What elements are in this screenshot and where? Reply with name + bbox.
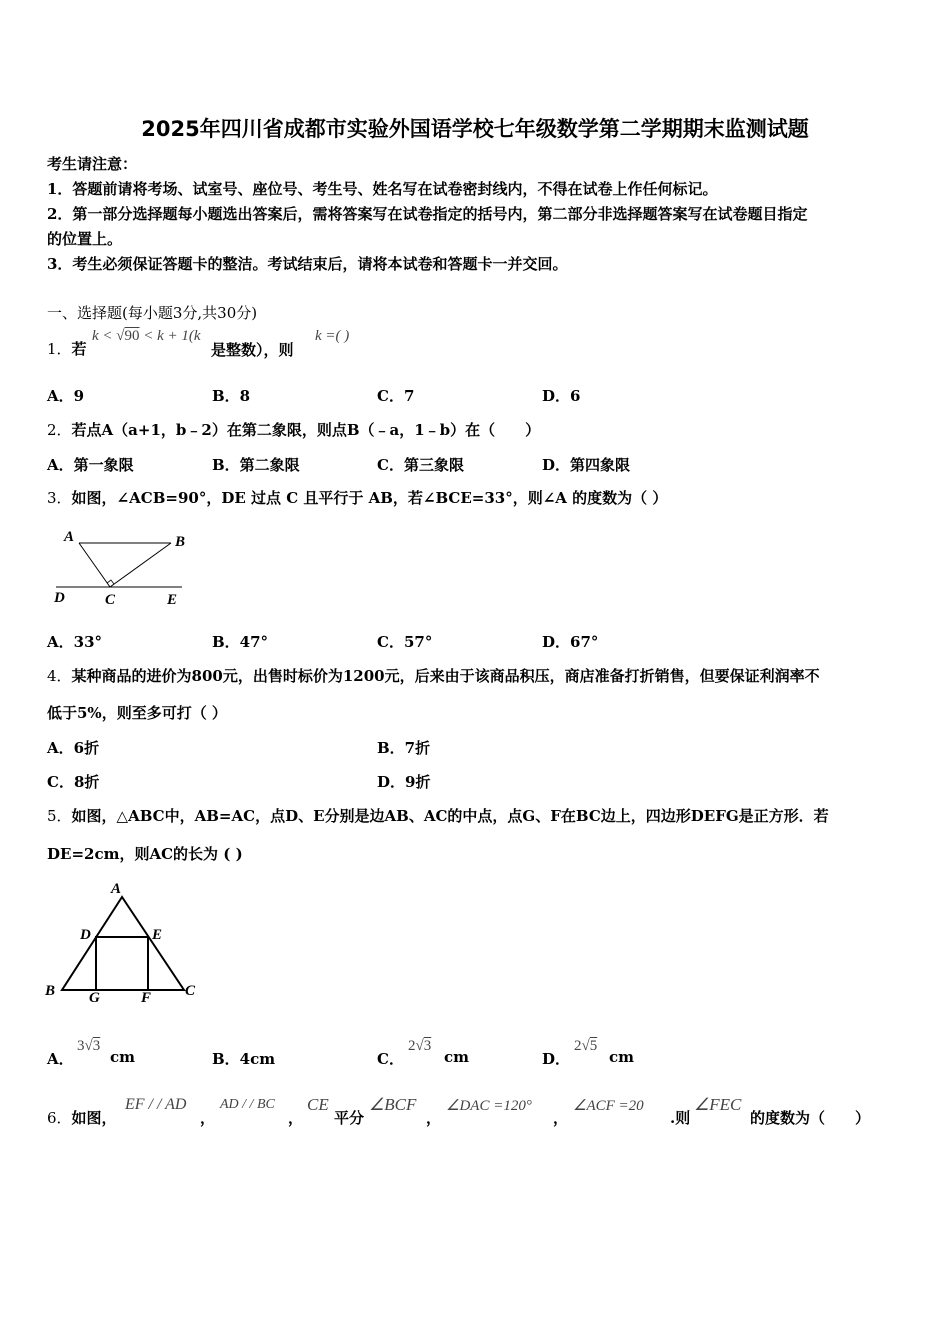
section-heading: 一、选择题(每小题3分,共30分) xyxy=(47,304,258,322)
q5-option-d-unit: cm xyxy=(609,1048,635,1066)
q6-math-3: CE xyxy=(307,1095,329,1114)
radicand: 5 xyxy=(589,1038,598,1054)
q5-figure xyxy=(42,876,207,1006)
q5-option-a-value: 3√3 xyxy=(77,1038,101,1054)
q1-math-c: < k + 1(k xyxy=(143,328,201,344)
question-2 xyxy=(47,419,540,440)
q1-answer-blank: k =( ) xyxy=(315,328,350,344)
label-a: A xyxy=(64,529,75,545)
q2-option-a: A．第一象限 xyxy=(47,456,134,474)
question-4 xyxy=(47,665,820,686)
q3-figure xyxy=(50,524,200,610)
q6-math-4: ∠BCF xyxy=(369,1095,417,1114)
question-number: 4． xyxy=(47,667,72,685)
q3-option-b: B．47° xyxy=(212,633,269,651)
label-d: D xyxy=(80,927,91,943)
radicand: 3 xyxy=(92,1038,101,1054)
q5-stem: 如图，△ABC中，AB=AC，点D、E分别是边AB、AC的中点，点G、F在BC边上，四边形DEFG是正方形．若 xyxy=(71,807,829,825)
q5-option-c-label: C． xyxy=(377,1050,404,1068)
question-number: 5． xyxy=(47,807,72,825)
q1-mid-text: 是整数），则 xyxy=(211,341,294,359)
q3-option-d: D．67° xyxy=(542,633,599,651)
notice-heading: 考生请注意： xyxy=(47,155,138,173)
square-defg xyxy=(96,937,148,990)
label-b: B xyxy=(175,534,186,550)
question-5 xyxy=(47,805,829,826)
q1-option-b: B．8 xyxy=(212,387,251,405)
page-title: 2025年四川省成都市实验外国语学校七年级数学第二学期期末监测试题 xyxy=(141,117,809,141)
label-e: E xyxy=(167,592,178,608)
segment-bc xyxy=(110,543,171,587)
q6-math-7: ∠FEC xyxy=(694,1095,742,1114)
coef: 2 xyxy=(574,1038,582,1054)
question-3 xyxy=(47,487,667,508)
label-b: B xyxy=(45,983,56,999)
q6-math-2: AD / / BC xyxy=(220,1097,275,1112)
q6-math-6: ∠ACF =20 xyxy=(573,1098,644,1114)
label-d: D xyxy=(54,590,65,606)
q1-pre: 若 xyxy=(71,340,87,358)
coef: 3 xyxy=(77,1038,85,1054)
label-e: E xyxy=(152,927,163,943)
notice-item-2: 2．第一部分选择题每小题选出答案后，需将答案写在试卷指定的括号内，第二部分非选择题答案写在试卷题目指定 xyxy=(47,205,808,223)
q6-comma-5: ， xyxy=(553,1109,569,1127)
question-number: 3． xyxy=(47,489,72,507)
q6-math-1: EF / / AD xyxy=(125,1096,187,1113)
coef: 2 xyxy=(408,1038,416,1054)
question-number: 2． xyxy=(47,421,72,439)
q3-option-a: A．33° xyxy=(47,633,103,651)
triangle-abc xyxy=(62,897,184,990)
radicand: 3 xyxy=(423,1038,432,1054)
label-a: A xyxy=(111,881,122,897)
q2-option-d: D．第四象限 xyxy=(542,456,631,474)
question-number: 6． xyxy=(47,1109,72,1127)
q6-math-5: ∠DAC =120° xyxy=(446,1098,532,1114)
q6-comma-1: ， xyxy=(200,1109,216,1127)
q1-math-a: k < xyxy=(92,328,113,344)
q5-option-c-value: 2√3 xyxy=(408,1038,432,1054)
q5-option-c-unit: cm xyxy=(444,1048,470,1066)
q5-option-d-value: 2√5 xyxy=(574,1038,598,1054)
q2-option-c: C．第三象限 xyxy=(377,456,464,474)
question-number: 1． xyxy=(47,340,72,358)
notice-item-1: 1．答题前请将考场、试室号、座位号、考生号、姓名写在试卷密封线内，不得在试卷上作任何标记。 xyxy=(47,180,718,198)
notice-item-2-cont: 的位置上。 xyxy=(47,230,123,248)
q1-option-a: A．9 xyxy=(47,387,85,405)
q3-stem: 如图，∠ACB=90°，DE 过点 C 且平行于 AB，若∠BCE=33°，则∠A 的度数为（ ） xyxy=(71,489,668,507)
q4-stem: 某种商品的进价为800元，出售时标价为1200元，后来由于该商品积压，商店准备打折销售，但要保证利润率不 xyxy=(71,667,820,685)
q6-comma-4: ， xyxy=(426,1109,442,1127)
q6-tail: 的度数为（ ） xyxy=(750,1109,871,1127)
question-6 xyxy=(47,1107,117,1128)
q1-radicand: 90 xyxy=(124,328,140,344)
q4-option-a: A．6折 xyxy=(47,739,100,757)
q6-text-bisect: 平分 xyxy=(334,1109,365,1127)
q5-option-a-label: A． xyxy=(47,1050,74,1068)
q1-inequality: k < √90 < k + 1(k xyxy=(92,328,201,344)
q5-stem-cont: DE=2cm，则AC的长为 ( ) xyxy=(47,845,243,863)
q4-stem-cont: 低于5%，则至多可打（ ） xyxy=(47,704,227,722)
label-f: F xyxy=(141,990,152,1006)
q4-option-d: D．9折 xyxy=(377,773,431,791)
q5-option-b: B．4cm xyxy=(212,1050,276,1068)
segment-ac xyxy=(79,543,110,587)
label-c: C xyxy=(185,983,196,999)
q4-option-b: B．7折 xyxy=(377,739,431,757)
question-1 xyxy=(47,338,87,359)
label-g: G xyxy=(89,990,100,1006)
notice-item-3: 3．考生必须保证答题卡的整洁。考试结束后，请将本试卷和答题卡一并交回。 xyxy=(47,255,568,273)
q6-comma-2: ， xyxy=(288,1109,304,1127)
q6-text-then: .则 xyxy=(670,1109,691,1127)
q5-option-d-label: D． xyxy=(542,1050,571,1068)
q6-pre: 如图， xyxy=(71,1109,117,1127)
label-c: C xyxy=(105,592,116,608)
q4-option-c: C．8折 xyxy=(47,773,100,791)
q1-option-c: C．7 xyxy=(377,387,415,405)
q3-option-c: C．57° xyxy=(377,633,433,651)
q1-option-d: D．6 xyxy=(542,387,581,405)
q2-stem: 若点A（a+1，b﹣2）在第二象限，则点B（﹣a，1﹣b）在（ ） xyxy=(71,421,541,439)
q2-option-b: B．第二象限 xyxy=(212,456,300,474)
q5-option-a-unit: cm xyxy=(110,1048,136,1066)
